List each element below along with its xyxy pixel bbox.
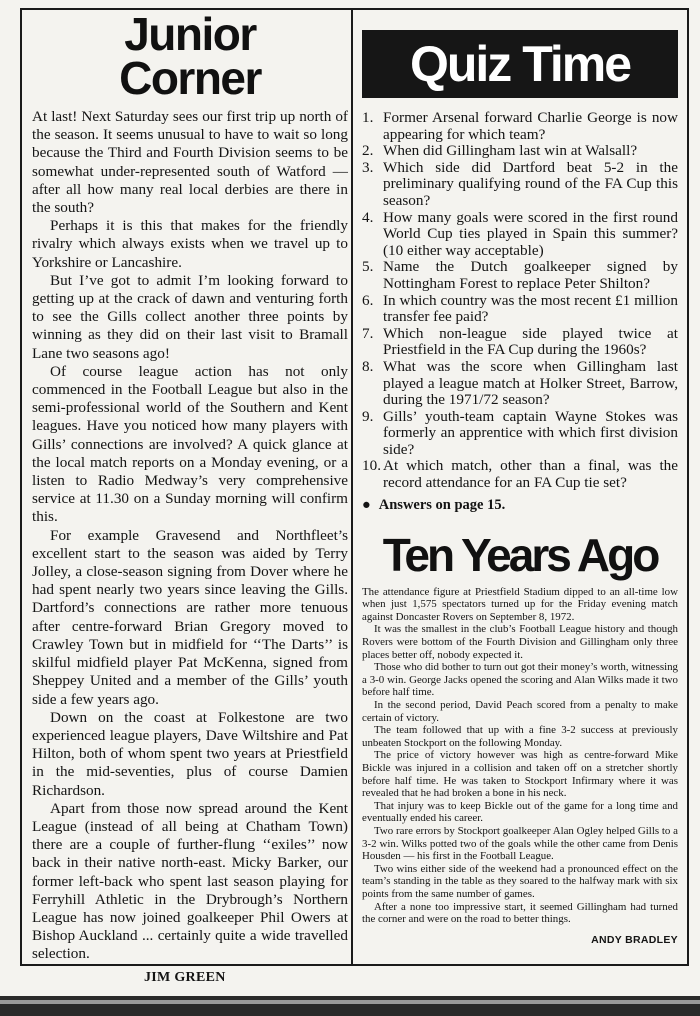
quiz-question (362, 160, 678, 210)
question-text: What was the score when Gillingham last played a league match at Holker Street, Barrow, during the 1971/72 season? (383, 357, 678, 409)
quiz-question (362, 259, 678, 292)
junior-byline: JIM GREEN (144, 969, 226, 985)
question-text: When did Gillingham last win at Walsall? (383, 142, 638, 160)
junior-corner-article (32, 8, 348, 986)
junior-corner-title (32, 8, 348, 104)
ten-years-byline: ANDY BRADLEY (591, 933, 678, 946)
quiz-question (362, 210, 678, 260)
scan-edge (0, 996, 700, 1016)
question-text: Which non-league side played twice at Priestfield in the FA Cup during the 1960s? (383, 324, 678, 359)
quiz-question (362, 326, 678, 359)
junior-title-line1: Junior (124, 8, 256, 60)
question-number: 7. (362, 324, 374, 342)
junior-title-line2: Corner (119, 52, 261, 104)
question-number: 3. (362, 158, 374, 176)
ten-years-paragraph: Two wins either side of the weekend had a pronounced effect on the team’s standing in the table as they soared to the halfway mark with six points from the same number of games. (362, 862, 678, 900)
question-number: 8. (362, 357, 374, 375)
quiz-question (362, 359, 678, 409)
quiz-question (362, 409, 678, 459)
ten-years-paragraph: After a none too impressive start, it seemed Gillingham had turned the corner and were on the road to better things. (362, 900, 678, 926)
junior-paragraph: For example Gravesend and Northfleet’s excellent start to the season was aided by Terry Jolley, a close-season signing from Dover where he had spent nearly two years since leaving the Gills. Dartford’s connections are rather more tenuous after centre-forward Brian Gregory moved to Crawley Town but in midfield for ‘‘The Darts’’ is skilful midfield player Pat McKenna, signed from Sheppey United and a member of the Gills’ youth side a few years ago. (32, 526, 348, 708)
ten-years-paragraph: Those who did bother to turn out got their money’s worth, witnessing a 3-0 win. George Jacks opened the scoring and Alan Wilks made it two before half time. (362, 661, 678, 699)
question-number: 6. (362, 291, 374, 309)
answers-note (362, 497, 678, 514)
question-text: Former Arsenal forward Charlie George is now appearing for which team? (383, 109, 678, 143)
junior-paragraph: Down on the coast at Folkestone are two experienced league players, Dave Wiltshire and Pat Hilton, both of whom spent two years at Priestfield in the mid-seventies, plus of course Damien Richardson. (32, 708, 348, 799)
junior-paragraph: Apart from those now spread around the Kent League (instead of all being at Chatham Town) there are a couple of further-flung ‘‘exiles’’ now back in their native north-east. Micky Barker, our former left-back who spent last season playing for Ferryhill Athletic in the Drybrough’s Northern League has now joined goalkeeper Phil Owers at Bishop Auckland ... certainly quite a wide travelled selection. (32, 799, 348, 963)
question-number: 2. (362, 142, 374, 160)
ten-years-paragraph: That injury was to keep Bickle out of the game for a long time and eventually ended his career. (362, 799, 678, 825)
question-text: How many goals were scored in the first round World Cup ties played in Spain this summer? (10 either way acceptable) (383, 208, 678, 259)
ten-years-paragraph: The attendance figure at Priestfield Stadium dipped to an all-time low when just 1,575 spectators turned up for the Friday evening match against Doncaster Rovers on September 8, 1972. (362, 585, 678, 623)
column-divider (351, 10, 353, 964)
question-number: 9. (362, 407, 374, 425)
answers-text: Answers on page 15. (378, 496, 506, 513)
quiz-question (362, 110, 678, 143)
quiz-question (362, 293, 678, 326)
quiz-question (362, 143, 678, 160)
ten-years-paragraph: The team followed that up with a fine 3-2 success at previously unbeaten Stockport on the following Monday. (362, 724, 678, 749)
ten-years-paragraph: In the second period, David Peach scored from a penalty to make certain of victory. (362, 699, 678, 724)
ten-years-ago-title: Ten Years Ago (382, 528, 658, 581)
ten-years-paragraph: Two rare errors by Stockport goalkeeper Alan Ogley helped Gills to a 3-2 win. Wilks potted two of the goals while the other came from Denis Housden — his first in the Football League. (362, 824, 678, 863)
question-text: Name the Dutch goalkeeper signed by Nottingham Forest to replace Peter Shilton? (383, 258, 678, 292)
question-text: Which side did Dartford beat 5-2 in the preliminary qualifying round of the FA Cup this season? (383, 158, 678, 209)
question-text: Gills’ youth-team captain Wayne Stokes was formerly an apprentice with which first division side? (383, 407, 678, 458)
junior-paragraph: Of course league action has not only commenced in the Football League but also in the semi-professional world of the Southern and Kent leagues. Have you noticed how many players with Gills’ connections are involved? A quick glance at the local match reports on a Monday evening, or a listen to Radio Medway’s very comprehensive service at 11.30 on a Sunday morning will confirm this. (32, 362, 348, 526)
question-number: 10. (362, 457, 381, 475)
junior-paragraph: Perhaps it is this that makes for the friendly rivalry which always exists when we travel up to Yorkshire or Lancashire. (32, 217, 348, 271)
bullet-icon: ● (362, 496, 371, 513)
ten-years-paragraph: It was the smallest in the club’s Football League history and though Rovers were bottom of the Fourth Division and Gillingham only three places better off, nobody expected it. (362, 623, 678, 661)
question-number: 1. (362, 109, 374, 126)
quiz-questions (362, 110, 678, 492)
quiz-question (362, 458, 678, 491)
right-column (362, 30, 678, 946)
question-number: 4. (362, 208, 374, 226)
question-text: At which match, other than a final, was the record attendance for an FA Cup tie set? (383, 457, 678, 492)
question-number: 5. (362, 258, 374, 276)
junior-paragraph: But I’ve got to admit I’m looking forward to getting up at the crack of dawn and venturing forth to see the Gills collect another three points by winning as they did on their last visit to Bramall Lane two seasons ago! (32, 271, 348, 362)
quiz-time-title: Quiz Time (362, 30, 678, 98)
junior-paragraph: At last! Next Saturday sees our first trip up north of the season. It seems unusual to have to wait so long because the Third and Fourth Division seems to be somewhat under-represented south of Watford — after all how many real local derbies are there in the south? (32, 108, 348, 217)
ten-years-paragraph: The price of victory however was high as centre-forward Mike Bickle was injured in a collision and taken off on a stretcher shortly before half time. He was taken to Stockport Infirmary where it was revealed that he had broken a bone in his neck. (362, 749, 678, 800)
ten-years-ago-body (362, 586, 678, 926)
junior-corner-body (32, 108, 348, 964)
question-text: In which country was the most recent £1 million transfer fee paid? (383, 291, 678, 326)
